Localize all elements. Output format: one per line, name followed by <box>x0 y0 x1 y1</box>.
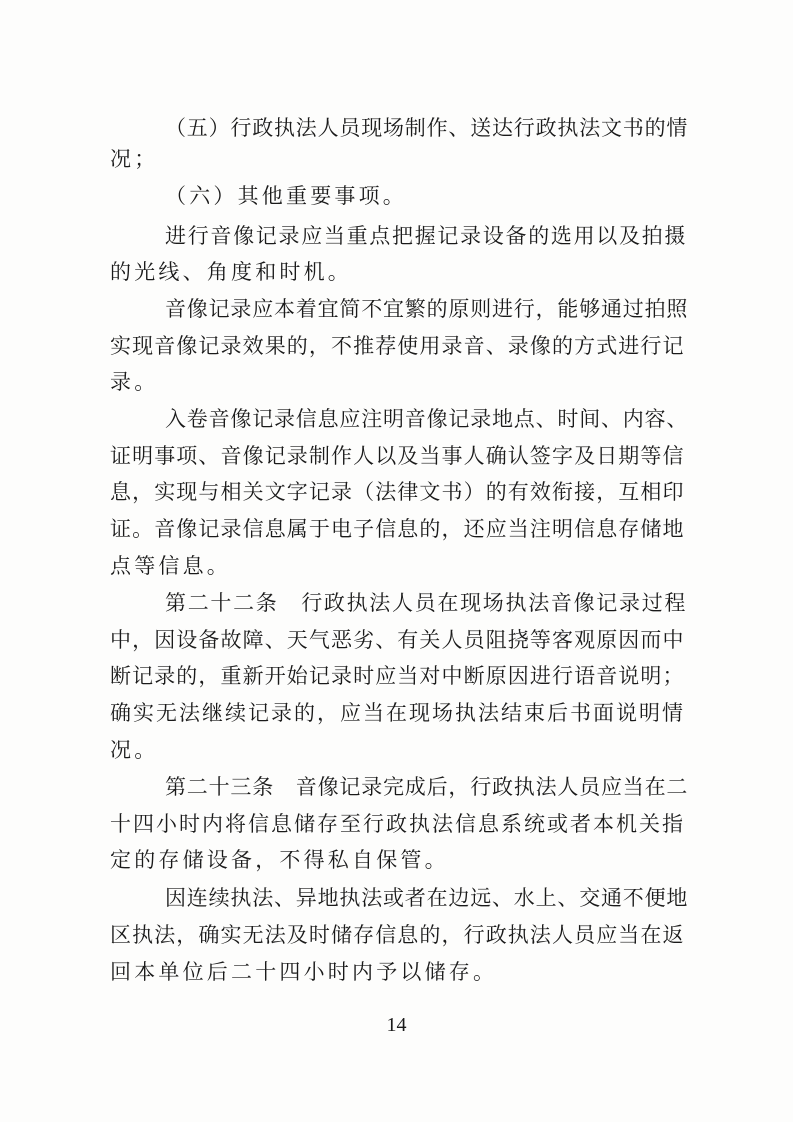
paragraph-3-line-2: 的光线、角度和时机。 <box>110 260 352 284</box>
paragraph-5-line-5: 点等信息。 <box>110 554 231 578</box>
article-22-line-2: 中，因设备故障、天气恶劣、有关人员阻挠等客观原因而中 <box>110 628 685 652</box>
paragraph-8-line-2: 区执法，确实无法及时储存信息的，行政执法人员应当在返 <box>110 923 685 947</box>
paragraph-4-line-1: 音像记录应本着宜简不宜繁的原则进行，能够通过拍照 <box>165 297 689 321</box>
paragraph-2-line-1: （六）其他重要事项。 <box>165 184 407 208</box>
paragraph-5-line-4: 证。音像记录信息属于电子信息的，还应当注明信息存储地 <box>110 517 685 541</box>
article-23-line-3: 定的存储设备，不得私自保管。 <box>110 848 449 872</box>
page-number: 14 <box>386 1014 407 1036</box>
article-22-line-1: 第二十二条 行政执法人员在现场执法音像记录过程 <box>165 591 688 615</box>
article-23-line-2: 十四小时内将信息储存至行政执法信息系统或者本机关指 <box>110 812 685 836</box>
paragraph-5-line-2: 证明事项、音像记录制作人以及当事人确认签字及日期等信 <box>110 444 685 468</box>
paragraph-1-line-2: 况； <box>110 147 159 171</box>
paragraph-4-line-2: 实现音像记录效果的，不推荐使用录音、录像的方式进行记 <box>110 334 685 358</box>
paragraph-3-line-1: 进行音像记录应当重点把握记录设备的选用以及拍摄 <box>165 224 688 248</box>
paragraph-5-line-3: 息，实现与相关文字记录（法律文书）的有效衔接，互相印 <box>110 480 685 504</box>
paragraph-1-line-1: （五）行政执法人员现场制作、送达行政执法文书的情 <box>165 116 689 140</box>
article-22-line-4: 确实无法继续记录的，应当在现场执法结束后书面说明情 <box>110 701 685 725</box>
article-22-line-5: 况。 <box>110 738 159 762</box>
paragraph-8-line-3: 回本单位后二十四小时内予以储存。 <box>110 960 498 984</box>
article-23-line-1: 第二十三条 音像记录完成后，行政执法人员应当在二 <box>165 775 689 799</box>
paragraph-8-line-1: 因连续执法、异地执法或者在边远、水上、交通不便地 <box>165 886 689 910</box>
paragraph-5-line-1: 入卷音像记录信息应注明音像记录地点、时间、内容、 <box>165 407 689 431</box>
article-22-line-3: 断记录的，重新开始记录时应当对中断原因进行语音说明； <box>110 664 685 688</box>
paragraph-4-line-3: 录。 <box>110 370 159 394</box>
